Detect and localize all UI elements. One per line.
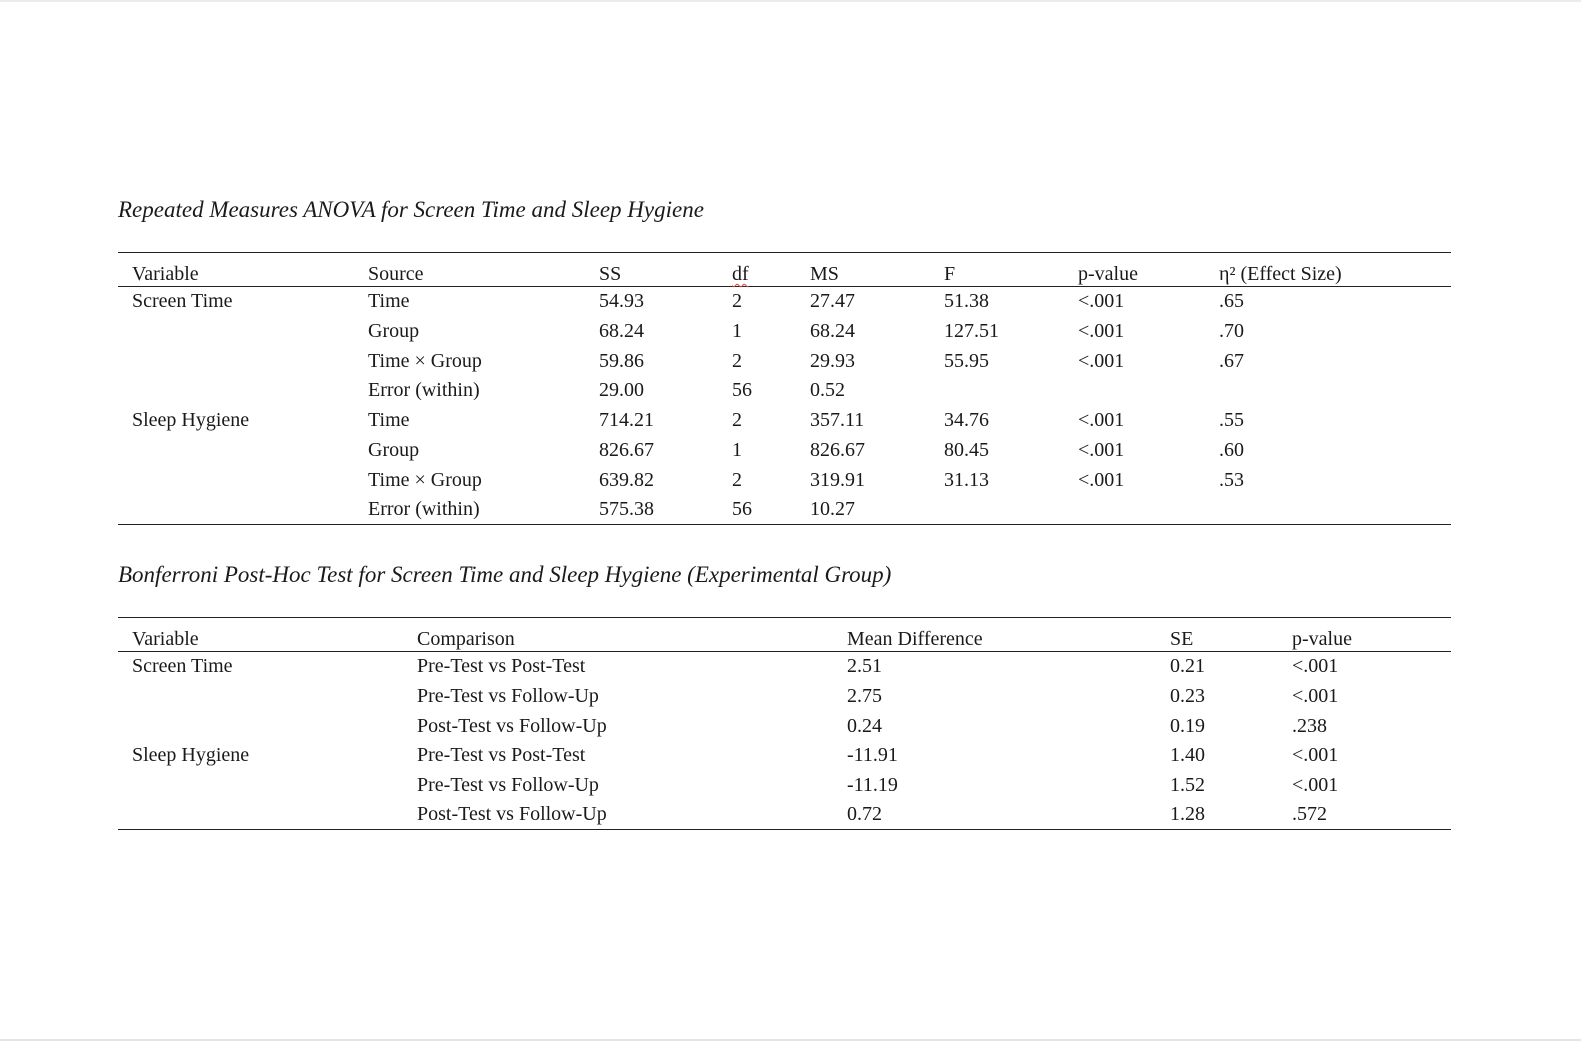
posthoc-cell-value: Pre-Test vs Post-Test — [417, 744, 586, 767]
anova-table-caption: Repeated Measures ANOVA for Screen Time and Sleep Hygiene — [118, 197, 704, 222]
posthoc-cell-se — [1156, 712, 1278, 742]
anova-cell-ms — [796, 436, 930, 466]
anova-cell-ms — [796, 376, 930, 406]
anova-cell-p-value — [1064, 496, 1205, 525]
anova-cell-value: 575.38 — [599, 497, 654, 520]
anova-cell-value: 10.27 — [810, 497, 855, 520]
table-row — [118, 652, 1451, 682]
anova-cell-value: <.001 — [1078, 349, 1125, 372]
anova-cell-value: 826.67 — [599, 438, 654, 461]
anova-cell-effect-size — [1205, 406, 1451, 436]
anova-cell-effect-size — [1205, 436, 1451, 466]
anova-cell-df — [718, 436, 796, 466]
anova-cell-ms — [796, 287, 930, 317]
anova-header-row — [118, 253, 1451, 287]
anova-cell-value: 34.76 — [944, 409, 989, 432]
table-row — [118, 801, 1451, 830]
posthoc-cell-comparison — [403, 652, 833, 682]
posthoc-cell-value: Screen Time — [132, 655, 233, 677]
anova-cell-source — [354, 436, 585, 466]
posthoc-header-label: Comparison — [417, 628, 515, 650]
anova-cell-value: 80.45 — [944, 438, 989, 461]
anova-cell-f — [930, 317, 1064, 347]
posthoc-header-variable — [118, 618, 403, 652]
anova-cell-value: 59.86 — [599, 349, 644, 372]
posthoc-cell-comparison — [403, 741, 833, 771]
anova-cell-source — [354, 347, 585, 377]
anova-cell-variable — [118, 347, 354, 377]
posthoc-cell-se — [1156, 771, 1278, 801]
anova-cell-ss — [585, 496, 718, 525]
posthoc-cell-value: Post-Test vs Follow-Up — [417, 802, 607, 825]
anova-cell-source — [354, 317, 585, 347]
posthoc-cell-comparison — [403, 712, 833, 742]
anova-cell-f — [930, 496, 1064, 525]
anova-cell-value: <.001 — [1078, 290, 1125, 312]
anova-cell-effect-size — [1205, 317, 1451, 347]
anova-cell-ss — [585, 436, 718, 466]
anova-cell-value: 2 — [732, 409, 742, 432]
anova-cell-ms — [796, 317, 930, 347]
anova-cell-df — [718, 287, 796, 317]
anova-cell-value: 68.24 — [599, 319, 644, 342]
anova-cell-effect-size — [1205, 347, 1451, 377]
posthoc-cell-variable — [118, 771, 403, 801]
anova-cell-value: 319.91 — [810, 468, 865, 491]
anova-cell-value: <.001 — [1078, 409, 1125, 432]
anova-cell-f — [930, 287, 1064, 317]
anova-cell-value: Time × Group — [368, 349, 482, 372]
anova-header-source — [354, 253, 585, 287]
anova-cell-value: Group — [368, 438, 420, 461]
posthoc-cell-value: 0.21 — [1170, 655, 1205, 677]
anova-cell-value: 56 — [732, 497, 752, 520]
posthoc-cell-value: 1.52 — [1170, 774, 1205, 797]
anova-cell-value: .55 — [1219, 409, 1244, 432]
anova-cell-source — [354, 496, 585, 525]
anova-header-label: p-value — [1078, 263, 1138, 285]
anova-cell-value: Screen Time — [132, 290, 233, 312]
anova-cell-p-value — [1064, 347, 1205, 377]
posthoc-cell-value: <.001 — [1292, 774, 1339, 797]
posthoc-table-block — [118, 617, 1451, 830]
posthoc-cell-value: 0.19 — [1170, 714, 1205, 737]
posthoc-header-comparison — [403, 618, 833, 652]
anova-cell-value: 714.21 — [599, 409, 654, 432]
posthoc-cell-value: -11.91 — [847, 744, 898, 767]
posthoc-cell-value: Post-Test vs Follow-Up — [417, 714, 607, 737]
anova-cell-value: 0.52 — [810, 379, 845, 402]
posthoc-cell-p-value — [1278, 801, 1451, 830]
anova-cell-df — [718, 496, 796, 525]
anova-table-block — [118, 252, 1451, 525]
anova-cell-effect-size — [1205, 287, 1451, 317]
anova-header-label: Source — [368, 263, 424, 285]
page-top-edge — [0, 0, 1581, 2]
posthoc-cell-value: 1.28 — [1170, 802, 1205, 825]
posthoc-cell-se — [1156, 682, 1278, 712]
anova-cell-p-value — [1064, 466, 1205, 496]
anova-cell-value: 127.51 — [944, 319, 999, 342]
posthoc-cell-value: 0.24 — [847, 714, 882, 737]
anova-cell-value: 54.93 — [599, 290, 644, 312]
anova-cell-source — [354, 466, 585, 496]
posthoc-cell-comparison — [403, 682, 833, 712]
anova-cell-effect-size — [1205, 466, 1451, 496]
anova-header-label: df — [732, 263, 749, 285]
anova-cell-ms — [796, 466, 930, 496]
anova-cell-value: 55.95 — [944, 349, 989, 372]
anova-cell-df — [718, 376, 796, 406]
posthoc-cell-value: Sleep Hygiene — [132, 744, 250, 767]
posthoc-body — [118, 652, 1451, 830]
anova-cell-value: 2 — [732, 349, 742, 372]
posthoc-cell-comparison — [403, 771, 833, 801]
anova-header-ss — [585, 253, 718, 287]
posthoc-header-label: p-value — [1292, 628, 1352, 650]
posthoc-cell-value: 1.40 — [1170, 744, 1205, 767]
anova-cell-value: Error (within) — [368, 497, 480, 520]
anova-cell-value: 357.11 — [810, 409, 865, 432]
anova-cell-effect-size — [1205, 496, 1451, 525]
table-row — [118, 771, 1451, 801]
anova-cell-p-value — [1064, 317, 1205, 347]
posthoc-cell-mean-difference — [833, 741, 1156, 771]
anova-cell-df — [718, 317, 796, 347]
posthoc-table — [118, 617, 1451, 830]
posthoc-cell-value: <.001 — [1292, 655, 1339, 677]
anova-cell-df — [718, 347, 796, 377]
table-row — [118, 712, 1451, 742]
posthoc-header-mean-difference — [833, 618, 1156, 652]
anova-cell-value: 1 — [732, 319, 742, 342]
posthoc-cell-se — [1156, 652, 1278, 682]
posthoc-cell-mean-difference — [833, 712, 1156, 742]
table-row — [118, 496, 1451, 525]
posthoc-header-p-value — [1278, 618, 1451, 652]
posthoc-cell-value: Pre-Test vs Post-Test — [417, 655, 586, 677]
anova-cell-value: Time × Group — [368, 468, 482, 491]
anova-cell-value: .53 — [1219, 468, 1244, 491]
anova-header-label: Variable — [132, 263, 199, 285]
anova-cell-p-value — [1064, 376, 1205, 406]
table-row — [118, 466, 1451, 496]
posthoc-cell-value: <.001 — [1292, 684, 1339, 707]
table-row — [118, 317, 1451, 347]
anova-cell-ss — [585, 287, 718, 317]
table-row — [118, 682, 1451, 712]
anova-cell-ss — [585, 347, 718, 377]
posthoc-cell-value: 2.51 — [847, 655, 882, 677]
anova-cell-ms — [796, 496, 930, 525]
anova-cell-p-value — [1064, 406, 1205, 436]
anova-cell-ms — [796, 347, 930, 377]
posthoc-cell-value: -11.19 — [847, 774, 898, 797]
table-row — [118, 406, 1451, 436]
table-row — [118, 741, 1451, 771]
posthoc-cell-variable — [118, 801, 403, 830]
posthoc-table-caption: Bonferroni Post-Hoc Test for Screen Time and Sleep Hygiene (Experimental Group) — [118, 562, 892, 587]
anova-cell-df — [718, 466, 796, 496]
anova-cell-variable — [118, 466, 354, 496]
anova-cell-effect-size — [1205, 376, 1451, 406]
posthoc-cell-value: Pre-Test vs Follow-Up — [417, 774, 599, 797]
posthoc-cell-value: 2.75 — [847, 684, 882, 707]
anova-cell-value: 1 — [732, 438, 742, 461]
anova-cell-value: 2 — [732, 290, 742, 312]
anova-header-label: MS — [810, 263, 839, 285]
anova-cell-f — [930, 466, 1064, 496]
posthoc-cell-value: Pre-Test vs Follow-Up — [417, 684, 599, 707]
anova-cell-value: 51.38 — [944, 290, 989, 312]
posthoc-cell-value: .238 — [1292, 714, 1327, 737]
posthoc-cell-se — [1156, 801, 1278, 830]
anova-cell-variable — [118, 317, 354, 347]
anova-body — [118, 287, 1451, 525]
anova-cell-value: 68.24 — [810, 319, 855, 342]
anova-cell-ms — [796, 406, 930, 436]
table-row — [118, 347, 1451, 377]
anova-cell-value: 639.82 — [599, 468, 654, 491]
anova-cell-variable — [118, 496, 354, 525]
anova-cell-source — [354, 376, 585, 406]
anova-cell-value: <.001 — [1078, 468, 1125, 491]
table-row — [118, 436, 1451, 466]
anova-cell-value: 56 — [732, 379, 752, 402]
anova-cell-value: <.001 — [1078, 438, 1125, 461]
posthoc-cell-variable — [118, 712, 403, 742]
anova-cell-p-value — [1064, 436, 1205, 466]
anova-cell-value: .67 — [1219, 349, 1244, 372]
anova-cell-ss — [585, 406, 718, 436]
anova-cell-value: Error (within) — [368, 379, 480, 402]
posthoc-cell-p-value — [1278, 741, 1451, 771]
anova-header-label: SS — [599, 263, 622, 285]
anova-cell-value: .60 — [1219, 438, 1244, 461]
anova-header-variable — [118, 253, 354, 287]
anova-cell-variable — [118, 287, 354, 317]
anova-cell-value: <.001 — [1078, 319, 1125, 342]
anova-cell-value: Time — [368, 409, 410, 432]
anova-cell-ss — [585, 376, 718, 406]
posthoc-cell-p-value — [1278, 712, 1451, 742]
anova-table — [118, 252, 1451, 525]
anova-header-label: F — [944, 263, 956, 285]
anova-cell-ss — [585, 466, 718, 496]
posthoc-header-row — [118, 618, 1451, 652]
anova-cell-value: 29.93 — [810, 349, 855, 372]
posthoc-cell-value: 0.72 — [847, 802, 882, 825]
posthoc-cell-p-value — [1278, 652, 1451, 682]
table-row — [118, 287, 1451, 317]
anova-cell-value: 31.13 — [944, 468, 989, 491]
anova-cell-source — [354, 406, 585, 436]
posthoc-cell-mean-difference — [833, 771, 1156, 801]
anova-header-f — [930, 253, 1064, 287]
posthoc-cell-variable — [118, 682, 403, 712]
posthoc-cell-value: .572 — [1292, 802, 1327, 825]
anova-cell-value: Group — [368, 319, 420, 342]
posthoc-cell-value: <.001 — [1292, 744, 1339, 767]
anova-cell-value: Sleep Hygiene — [132, 409, 250, 432]
posthoc-header-label: Variable — [132, 628, 199, 650]
anova-cell-value: 2 — [732, 468, 742, 491]
anova-header-ms — [796, 253, 930, 287]
posthoc-cell-comparison — [403, 801, 833, 830]
posthoc-cell-variable — [118, 652, 403, 682]
anova-cell-f — [930, 376, 1064, 406]
posthoc-header-label: SE — [1170, 628, 1194, 650]
anova-cell-variable — [118, 376, 354, 406]
posthoc-cell-mean-difference — [833, 801, 1156, 830]
posthoc-header-se — [1156, 618, 1278, 652]
anova-header-effect-size — [1205, 253, 1451, 287]
anova-header-label: η² (Effect Size) — [1219, 263, 1342, 285]
page-bottom-edge — [0, 1039, 1581, 1041]
anova-cell-value: Time — [368, 290, 410, 312]
anova-cell-df — [718, 406, 796, 436]
posthoc-cell-se — [1156, 741, 1278, 771]
anova-cell-variable — [118, 406, 354, 436]
anova-cell-f — [930, 347, 1064, 377]
anova-cell-variable — [118, 436, 354, 466]
posthoc-cell-p-value — [1278, 682, 1451, 712]
posthoc-cell-value: 0.23 — [1170, 684, 1205, 707]
anova-cell-value: 29.00 — [599, 379, 644, 402]
posthoc-cell-variable — [118, 741, 403, 771]
table-row — [118, 376, 1451, 406]
posthoc-cell-mean-difference — [833, 652, 1156, 682]
posthoc-cell-mean-difference — [833, 682, 1156, 712]
anova-cell-source — [354, 287, 585, 317]
anova-header-df — [718, 253, 796, 287]
anova-header-p-value — [1064, 253, 1205, 287]
anova-cell-value: 27.47 — [810, 290, 855, 312]
anova-cell-f — [930, 406, 1064, 436]
anova-cell-value: .65 — [1219, 290, 1244, 312]
anova-cell-value: 826.67 — [810, 438, 865, 461]
posthoc-cell-p-value — [1278, 771, 1451, 801]
anova-cell-p-value — [1064, 287, 1205, 317]
anova-cell-f — [930, 436, 1064, 466]
posthoc-header-label: Mean Difference — [847, 628, 983, 650]
anova-cell-value: .70 — [1219, 319, 1244, 342]
anova-cell-ss — [585, 317, 718, 347]
